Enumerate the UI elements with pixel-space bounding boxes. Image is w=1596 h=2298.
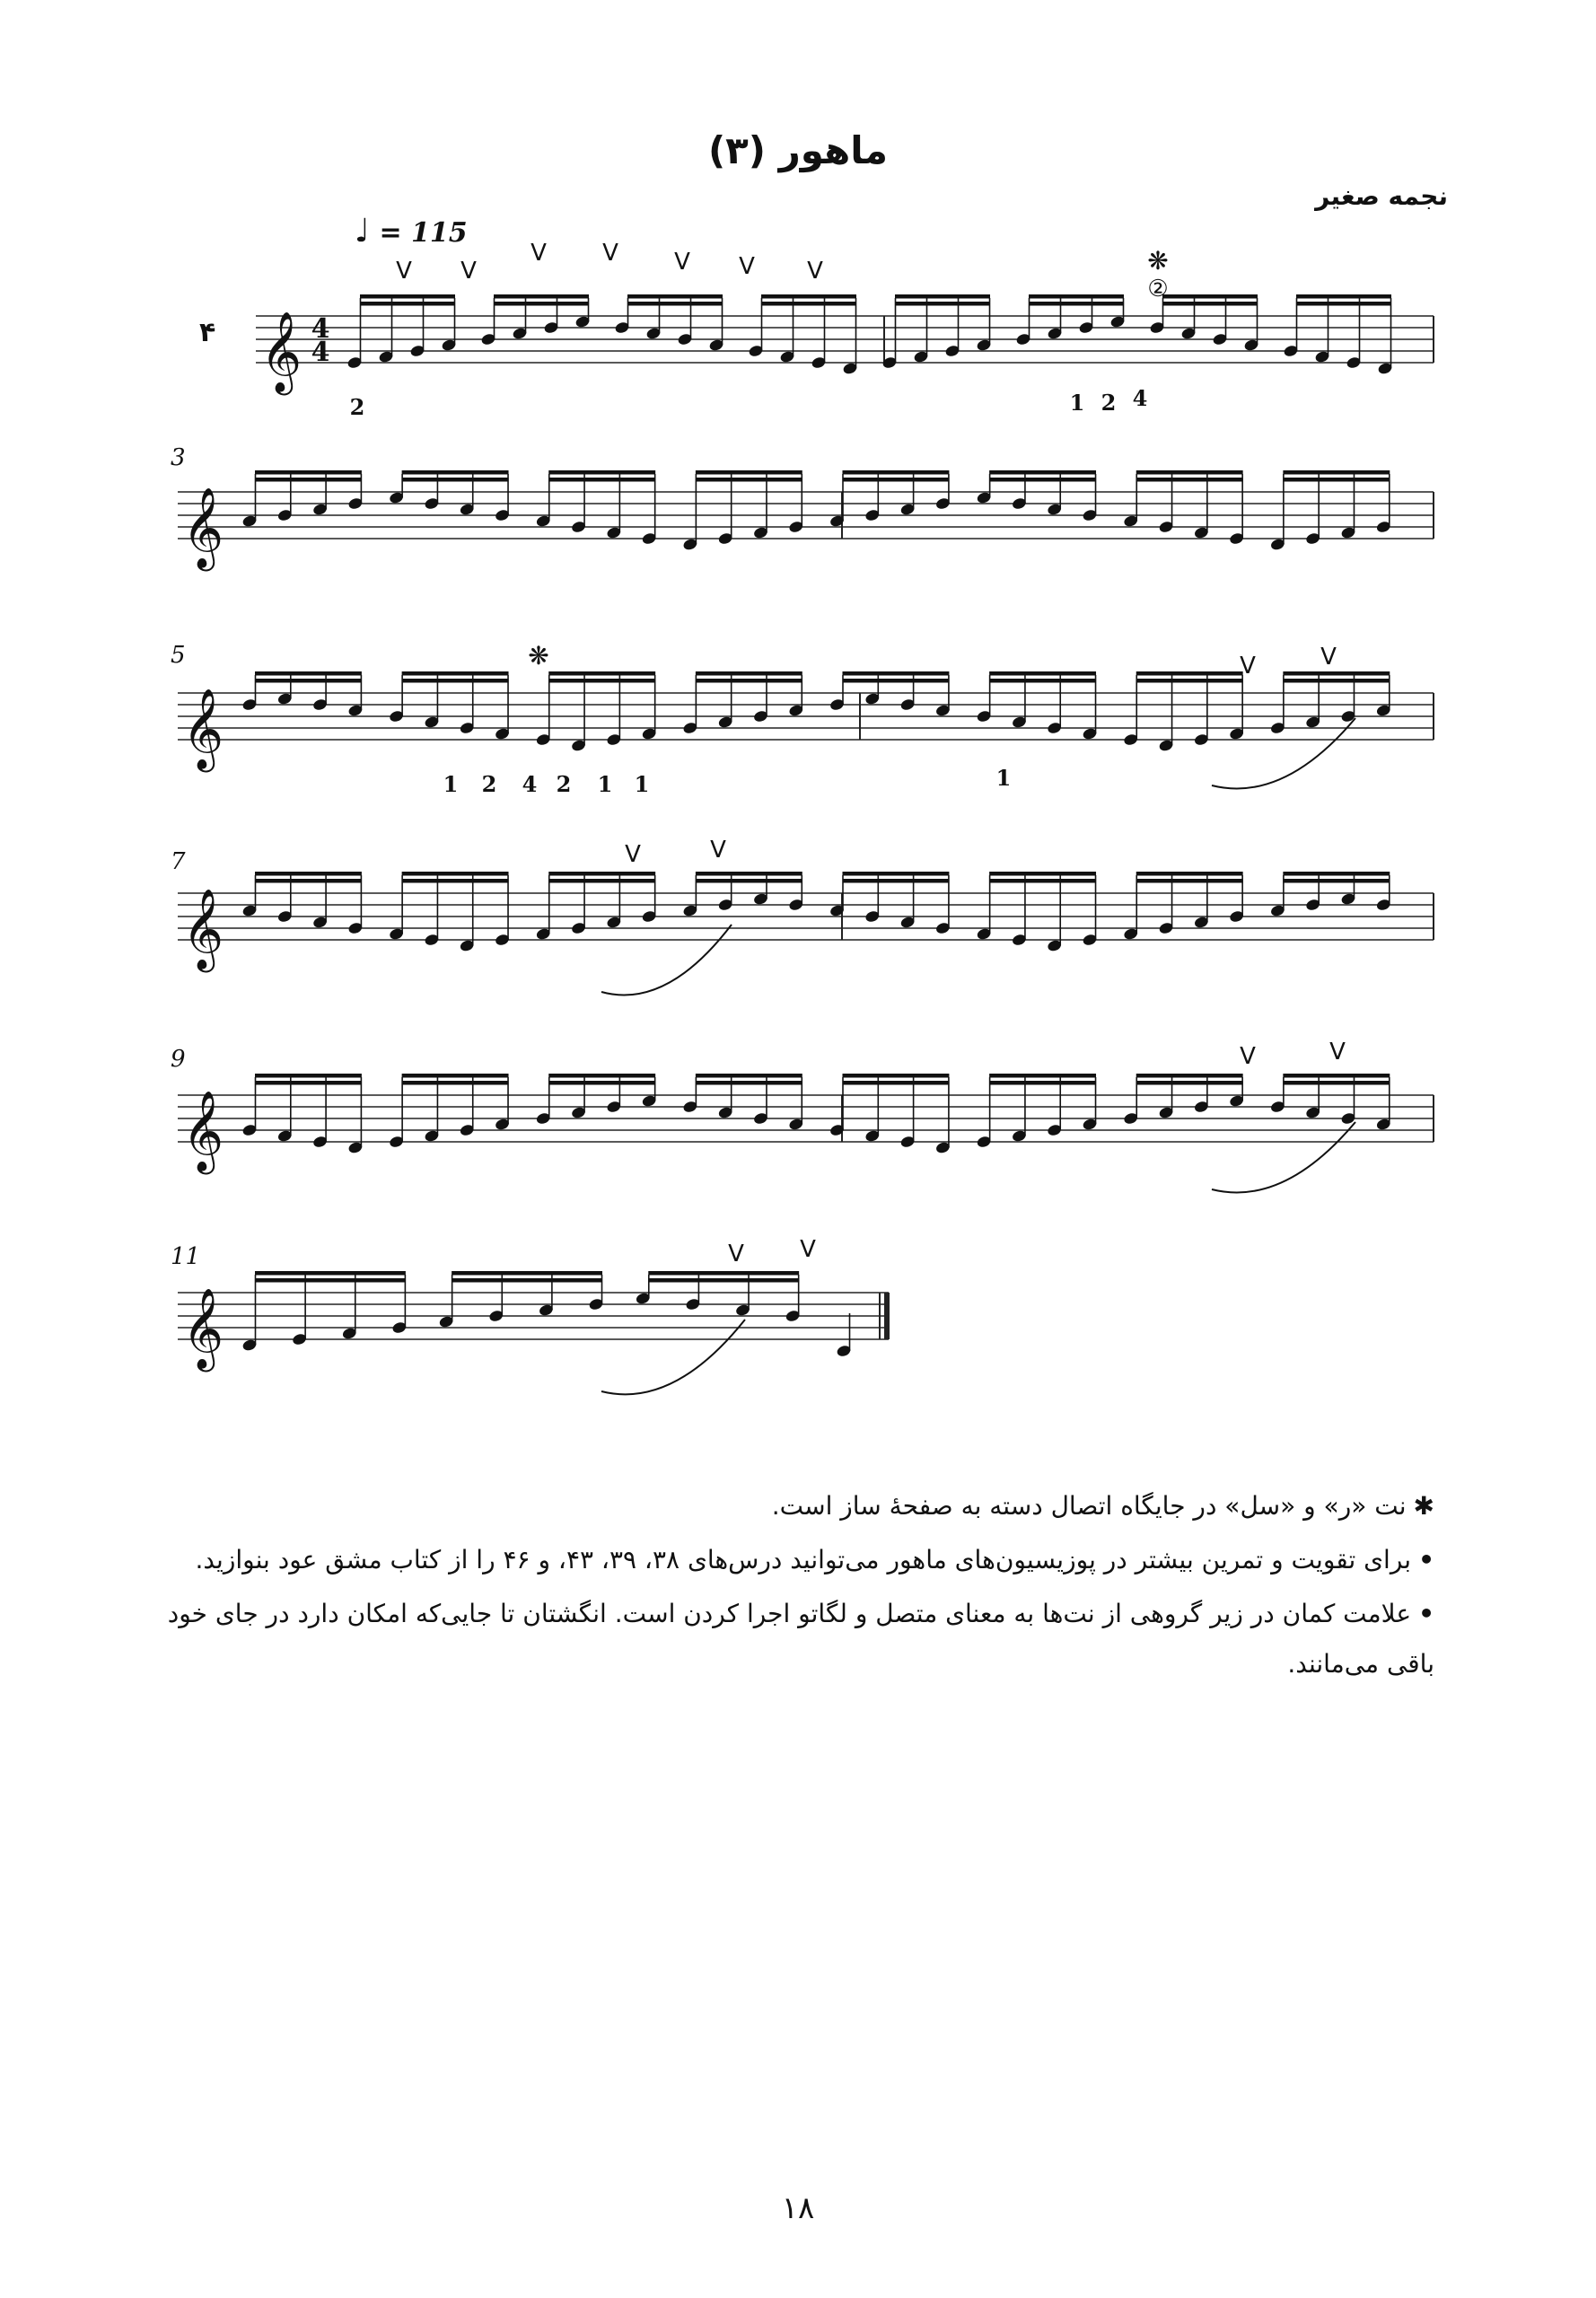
- beam: [1029, 294, 1124, 299]
- beam: [696, 679, 802, 683]
- tempo-value: = 115: [379, 217, 468, 249]
- up-bow-icon: V: [710, 837, 726, 864]
- beam: [255, 1271, 406, 1276]
- beam: [1162, 302, 1258, 306]
- up-bow-icon: V: [1320, 644, 1337, 671]
- beam: [255, 478, 362, 482]
- beam: [548, 872, 655, 876]
- measure-number: 3: [171, 444, 186, 471]
- beam: [1136, 1074, 1243, 1078]
- fingering-number: 2: [349, 394, 365, 420]
- beam: [255, 879, 362, 883]
- beam: [452, 1278, 602, 1283]
- treble-clef-icon: 𝄞: [181, 487, 224, 568]
- beam: [1283, 1081, 1390, 1085]
- beam: [402, 872, 509, 876]
- beam: [895, 302, 990, 306]
- beam: [548, 879, 655, 883]
- beam: [1296, 302, 1391, 306]
- fingering-number: 2: [556, 771, 572, 797]
- up-bow-icon: V: [739, 253, 755, 280]
- beam: [1283, 872, 1390, 876]
- beam: [255, 872, 362, 876]
- beam: [548, 671, 655, 676]
- fingering-number: 1: [597, 771, 613, 797]
- up-bow-icon: V: [396, 258, 412, 285]
- beam: [1136, 872, 1243, 876]
- beam: [627, 294, 723, 299]
- beam: [1029, 302, 1124, 306]
- beam: [843, 872, 950, 876]
- beam: [1283, 1074, 1390, 1078]
- beam: [648, 1271, 799, 1276]
- beam: [761, 294, 856, 299]
- fingering-number: 4: [1132, 385, 1148, 411]
- beam: [1136, 470, 1243, 475]
- beam: [989, 671, 1096, 676]
- up-bow-icon: V: [531, 240, 547, 267]
- beam: [548, 1081, 655, 1085]
- up-bow-icon: V: [800, 1236, 816, 1263]
- star-marker-icon: ❋: [1147, 246, 1169, 276]
- fingering-number: 4: [522, 771, 538, 797]
- beam: [989, 470, 1096, 475]
- star-marker-icon: ❋: [528, 641, 549, 671]
- beam: [843, 478, 950, 482]
- up-bow-icon: V: [728, 1241, 744, 1267]
- beam: [989, 1074, 1096, 1078]
- beam: [255, 679, 362, 683]
- beam: [696, 671, 802, 676]
- beam: [255, 1081, 362, 1085]
- beam: [402, 1074, 509, 1078]
- beam: [402, 1081, 509, 1085]
- beam: [843, 470, 950, 475]
- fingering-number: 1: [634, 771, 650, 797]
- beam: [648, 1278, 799, 1283]
- beam: [989, 478, 1096, 482]
- time-signature-bottom: 4: [311, 337, 330, 368]
- beam: [627, 302, 723, 306]
- up-bow-icon: V: [1329, 1039, 1346, 1066]
- measure-number: 9: [171, 1046, 186, 1073]
- treble-clef-icon: 𝄞: [259, 311, 303, 392]
- beam: [843, 671, 950, 676]
- beam: [402, 679, 509, 683]
- beam: [696, 872, 802, 876]
- beam: [696, 478, 802, 482]
- beam: [895, 294, 990, 299]
- final-barline: [884, 1293, 890, 1339]
- bullet-icon: •: [1418, 1545, 1434, 1574]
- beam: [761, 302, 856, 306]
- beam: [843, 1081, 950, 1085]
- footnote-star: [162, 1481, 1434, 1531]
- beam: [1283, 671, 1390, 676]
- fingering-number: 2: [1101, 390, 1117, 416]
- slur: [1212, 1122, 1355, 1192]
- beam: [402, 671, 509, 676]
- beam: [1162, 294, 1258, 299]
- fingering-number: 2: [481, 771, 497, 797]
- beam: [548, 679, 655, 683]
- beam: [1136, 1081, 1243, 1085]
- beam: [1296, 294, 1391, 299]
- beam: [548, 478, 655, 482]
- up-bow-icon: V: [1240, 653, 1256, 680]
- measure-number: 11: [171, 1243, 201, 1270]
- up-bow-icon: V: [807, 258, 823, 285]
- beam: [1283, 478, 1390, 482]
- up-bow-icon: V: [1240, 1043, 1256, 1070]
- beam: [360, 302, 455, 306]
- beam: [843, 879, 950, 883]
- fingering-number: 1: [443, 771, 459, 797]
- up-bow-icon: V: [460, 258, 477, 285]
- piece-title: ماهور (۳): [707, 128, 889, 172]
- beam: [255, 1278, 406, 1283]
- beam: [1283, 470, 1390, 475]
- beam: [1283, 679, 1390, 683]
- treble-clef-icon: 𝄞: [181, 1288, 224, 1369]
- beam: [1136, 671, 1243, 676]
- beam: [255, 1074, 362, 1078]
- fingering-number: 1: [1069, 390, 1085, 416]
- footnote-star-text: نت «ر» و «سل» در جایگاه اتصال دسته به صفحهٔ ساز است.: [771, 1491, 1407, 1521]
- treble-clef-icon: 𝄞: [181, 1091, 224, 1171]
- beam: [402, 879, 509, 883]
- beam: [452, 1271, 602, 1276]
- bullet-icon: •: [1418, 1599, 1434, 1628]
- beam: [1136, 478, 1243, 482]
- exercise-number: ۴: [199, 317, 216, 348]
- fingering-number: 1: [995, 765, 1012, 791]
- composer-name: نجمه صغیر: [1315, 181, 1448, 211]
- beam: [1283, 879, 1390, 883]
- beam: [843, 679, 950, 683]
- beam: [548, 470, 655, 475]
- beam: [402, 470, 509, 475]
- beam: [989, 879, 1096, 883]
- beam: [255, 671, 362, 676]
- beam: [255, 470, 362, 475]
- beam: [360, 294, 455, 299]
- slur: [601, 1320, 745, 1394]
- measure-number: 7: [171, 848, 186, 875]
- asterisk-icon: ✱: [1413, 1491, 1434, 1521]
- up-bow-icon: V: [674, 249, 690, 276]
- beam: [843, 1074, 950, 1078]
- quarter-note-icon: ♩: [355, 212, 370, 250]
- beam: [989, 1081, 1096, 1085]
- beam: [989, 679, 1096, 683]
- time-signature-top: 4: [311, 313, 330, 345]
- up-bow-icon: V: [625, 841, 641, 868]
- footnotes: [162, 1481, 1434, 1693]
- beam: [1136, 679, 1243, 683]
- up-bow-icon: V: [602, 240, 618, 267]
- footnote-text: برای تقویت و تمرین بیشتر در پوزیسیون‌های ماهور می‌توانید درس‌های ۳۸، ۳۹، ۴۳، و ۴۶ را از کتاب مشق عود بنوازید.: [195, 1545, 1412, 1574]
- beam: [402, 478, 509, 482]
- beam: [494, 302, 589, 306]
- page-number: ۱۸: [781, 2190, 815, 2226]
- footnote-item: [162, 1535, 1434, 1585]
- footnote-item: [162, 1589, 1434, 1689]
- beam: [494, 294, 589, 299]
- beam: [696, 1081, 802, 1085]
- beam: [696, 1074, 802, 1078]
- beam: [989, 872, 1096, 876]
- treble-clef-icon: 𝄞: [181, 889, 224, 969]
- string-number-icon: ②: [1147, 276, 1169, 303]
- beam: [548, 1074, 655, 1078]
- beam: [696, 879, 802, 883]
- footnote-text: علامت کمان در زیر گروهی از نت‌ها به معنای متصل و لگاتو اجرا کردن است. انگشتان تا جایی‌که امکان دارد در جای خود باقی می‌مانند.: [167, 1599, 1434, 1679]
- slur: [601, 925, 732, 995]
- measure-number: 5: [171, 642, 186, 669]
- beam: [1136, 879, 1243, 883]
- treble-clef-icon: 𝄞: [181, 689, 224, 769]
- beam: [696, 470, 802, 475]
